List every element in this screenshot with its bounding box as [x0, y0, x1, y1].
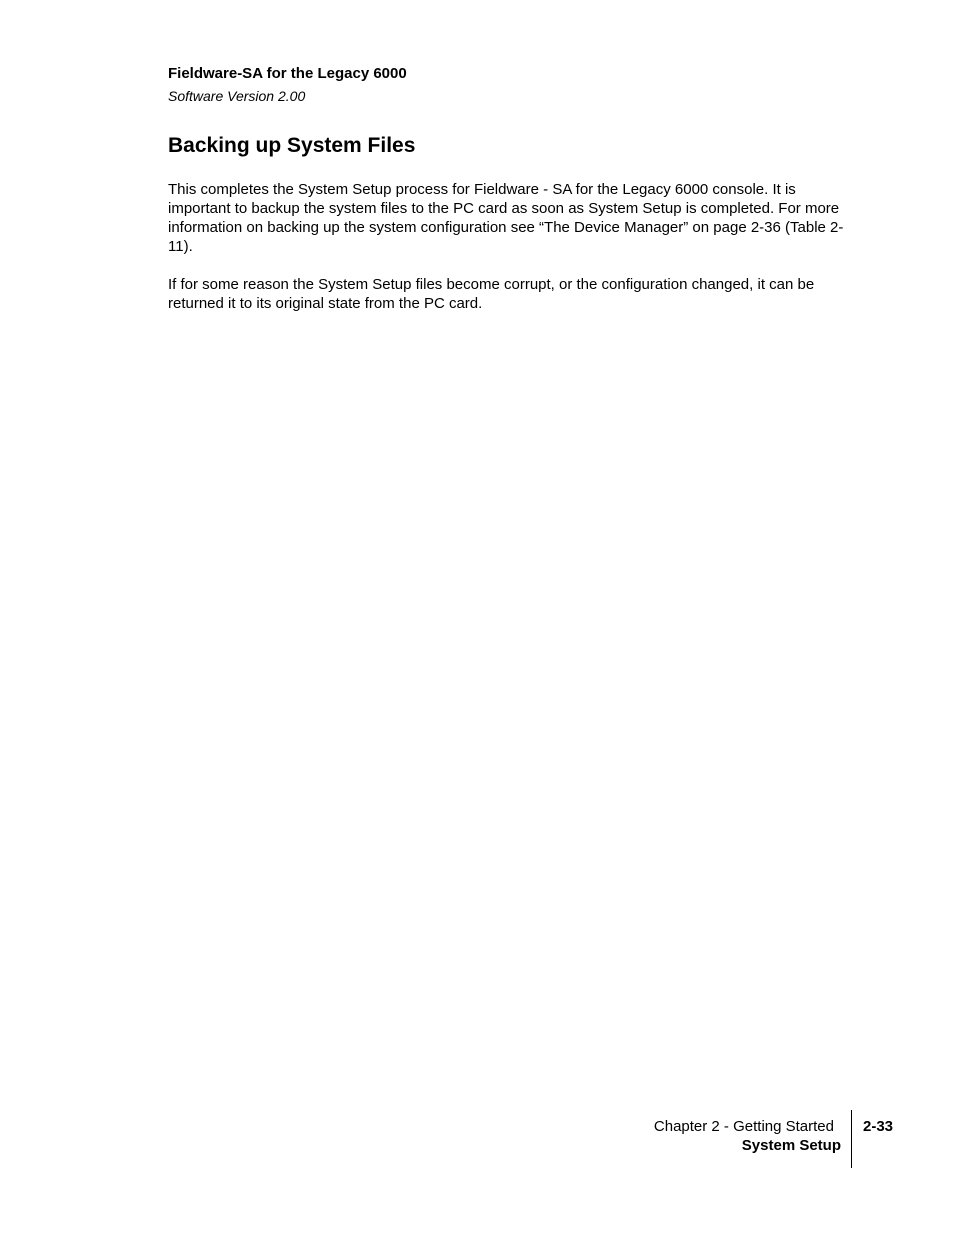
- footer-chapter: Chapter 2 - Getting Started: [653, 1118, 834, 1135]
- footer-divider: [851, 1110, 852, 1168]
- footer-section: System Setup: [741, 1137, 841, 1154]
- body-text: [168, 180, 844, 332]
- page-number: 2-33: [863, 1118, 894, 1135]
- paragraph: This completes the System Setup process for Fieldware - SA for the Legacy 6000 console. It is important to backup the system files to the PC card as soon as System Setup is completed. For more information on backing up the system configuration see “The Device Manager” on page 2-36 (Table 2-11).: [168, 181, 844, 255]
- section-heading: Backing up System Files: [168, 134, 416, 157]
- paragraph: If for some reason the System Setup files become corrupt, or the configuration changed, it can be returned it to its original state from the PC card.: [168, 276, 815, 312]
- running-header-version: Software Version 2.00: [168, 88, 306, 104]
- running-header-title: Fieldware-SA for the Legacy 6000: [168, 65, 407, 82]
